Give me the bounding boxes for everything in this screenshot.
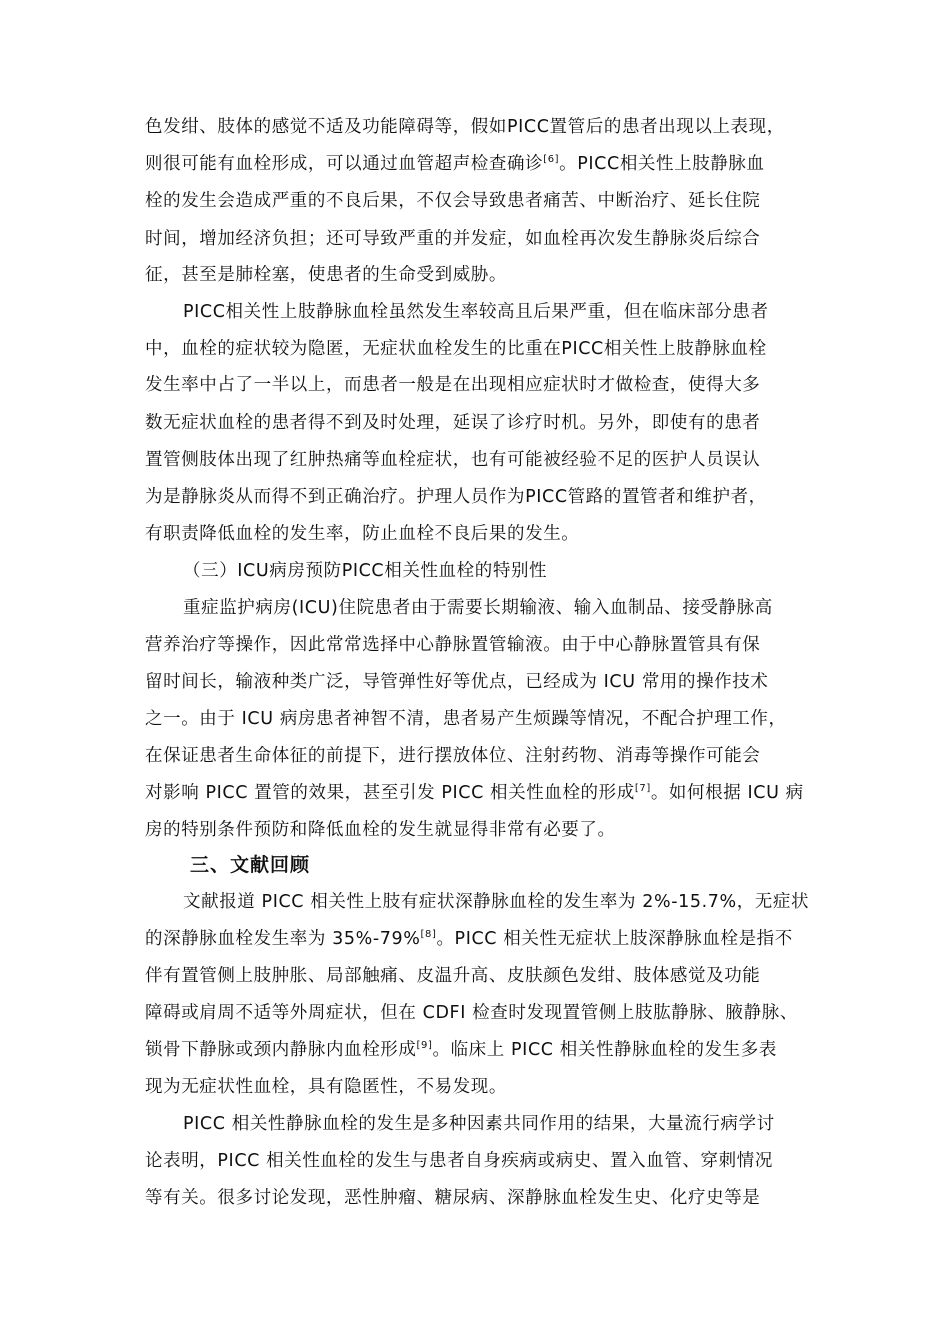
paragraph-line: 文献报道 PICC 相关性上肢有症状深静脉血栓的发生率为 2%-15.7%，无症状 bbox=[183, 892, 810, 912]
text-run: 则很可能有血栓形成，可以通过血管超声检查确诊 bbox=[145, 154, 544, 174]
citation-ref: [8] bbox=[420, 929, 437, 941]
text-run: 锁骨下静脉或颈内静脉内血栓形成 bbox=[145, 1040, 417, 1060]
paragraph-line: 之一。由于 ICU 病房患者神智不清，患者易产生烦躁等情况，不配合护理工作， bbox=[145, 709, 787, 729]
text-run: 。PICC 相关性无症状上肢深静脉血栓是指不 bbox=[436, 929, 793, 949]
text-run: 。临床上 PICC 相关性静脉血栓的发生多表 bbox=[432, 1040, 777, 1060]
paragraph-line: 发生率中占了一半以上，而患者一般是在出现相应症状时才做检查，使得大多 bbox=[145, 375, 761, 395]
paragraph-line: 栓的发生会造成严重的不良后果，不仅会导致患者痛苦、中断治疗、延长住院 bbox=[145, 191, 761, 211]
paragraph-line: 论表明，PICC 相关性血栓的发生与患者自身疾病或病史、置入血管、穿刺情况 bbox=[145, 1151, 773, 1171]
paragraph-line: PICC 相关性静脉血栓的发生是多种因素共同作用的结果，大量流行病学讨 bbox=[183, 1114, 775, 1134]
paragraph-line: 置管侧肢体出现了红肿热痛等血栓症状，也有可能被经验不足的医护人员误认 bbox=[145, 450, 761, 470]
paragraph-line: 为是静脉炎从而得不到正确治疗。护理人员作为PICC管路的置管者和维护者， bbox=[145, 487, 767, 507]
paragraph-line: 在保证患者生命体征的前提下，进行摆放体位、注射药物、消毒等操作可能会 bbox=[145, 746, 761, 766]
paragraph-line: 重症监护病房(ICU)住院患者由于需要长期输液、输入血制品、接受静脉高 bbox=[183, 598, 773, 618]
text-run: 的深静脉血栓发生率为 35%-79% bbox=[145, 929, 421, 949]
paragraph-line: 留时间长，输液种类广泛，导管弹性好等优点，已经成为 ICU 常用的操作技术 bbox=[145, 672, 769, 692]
paragraph-line: 现为无症状性血栓，具有隐匿性，不易发现。 bbox=[145, 1077, 507, 1097]
paragraph-line bbox=[145, 781, 804, 805]
paragraph-line: 房的特别条件预防和降低血栓的发生就显得非常有必要了。 bbox=[145, 820, 616, 840]
paragraph-line: 数无症状血栓的患者得不到及时处理，延误了诊疗时机。另外，即使有的患者 bbox=[145, 413, 761, 433]
section-heading: 三、文献回顾 bbox=[190, 854, 311, 876]
sub-heading: （三）ICU病房预防PICC相关性血栓的特别性 bbox=[183, 561, 548, 581]
paragraph-line: 等有关。很多讨论发现，恶性肿瘤、糖尿病、深静脉血栓发生史、化疗史等是 bbox=[145, 1188, 761, 1208]
paragraph-line bbox=[145, 1038, 777, 1062]
paragraph-line: 障碍或肩周不适等外周症状，但在 CDFI 检查时发现置管侧上肢肱静脉、腋静脉、 bbox=[145, 1003, 798, 1023]
citation-ref: [6] bbox=[543, 154, 560, 166]
paragraph-line bbox=[145, 927, 793, 951]
paragraph-line: PICC相关性上肢静脉血栓虽然发生率较高且后果严重，但在临床部分患者 bbox=[183, 302, 769, 322]
paragraph-line: 色发绀、肢体的感觉不适及功能障碍等，假如PICC置管后的患者出现以上表现， bbox=[145, 117, 785, 137]
text-run: 。PICC相关性上肢静脉血 bbox=[559, 154, 765, 174]
text-run: 对影响 PICC 置管的效果，甚至引发 PICC 相关性血栓的形成 bbox=[145, 783, 635, 803]
paragraph-line: 营养治疗等操作，因此常常选择中心静脉置管输液。由于中心静脉置管具有保 bbox=[145, 635, 761, 655]
text-run: 。如何根据 ICU 病 bbox=[650, 783, 804, 803]
citation-ref: [9] bbox=[416, 1040, 433, 1052]
paragraph-line: 伴有置管侧上肢肿胀、局部触痛、皮温升高、皮肤颜色发绀、肢体感觉及功能 bbox=[145, 966, 761, 986]
paragraph-line: 中，血栓的症状较为隐匿，无症状血栓发生的比重在PICC相关性上肢静脉血栓 bbox=[145, 339, 767, 359]
paragraph-line: 有职责降低血栓的发生率，防止血栓不良后果的发生。 bbox=[145, 524, 580, 544]
paragraph-line: 征，甚至是肺栓塞，使患者的生命受到威胁。 bbox=[145, 265, 507, 285]
citation-ref: [7] bbox=[634, 783, 651, 795]
paragraph-line bbox=[145, 152, 765, 176]
paragraph-line: 时间，增加经济负担；还可导致严重的并发症，如血栓再次发生静脉炎后综合 bbox=[145, 229, 761, 249]
